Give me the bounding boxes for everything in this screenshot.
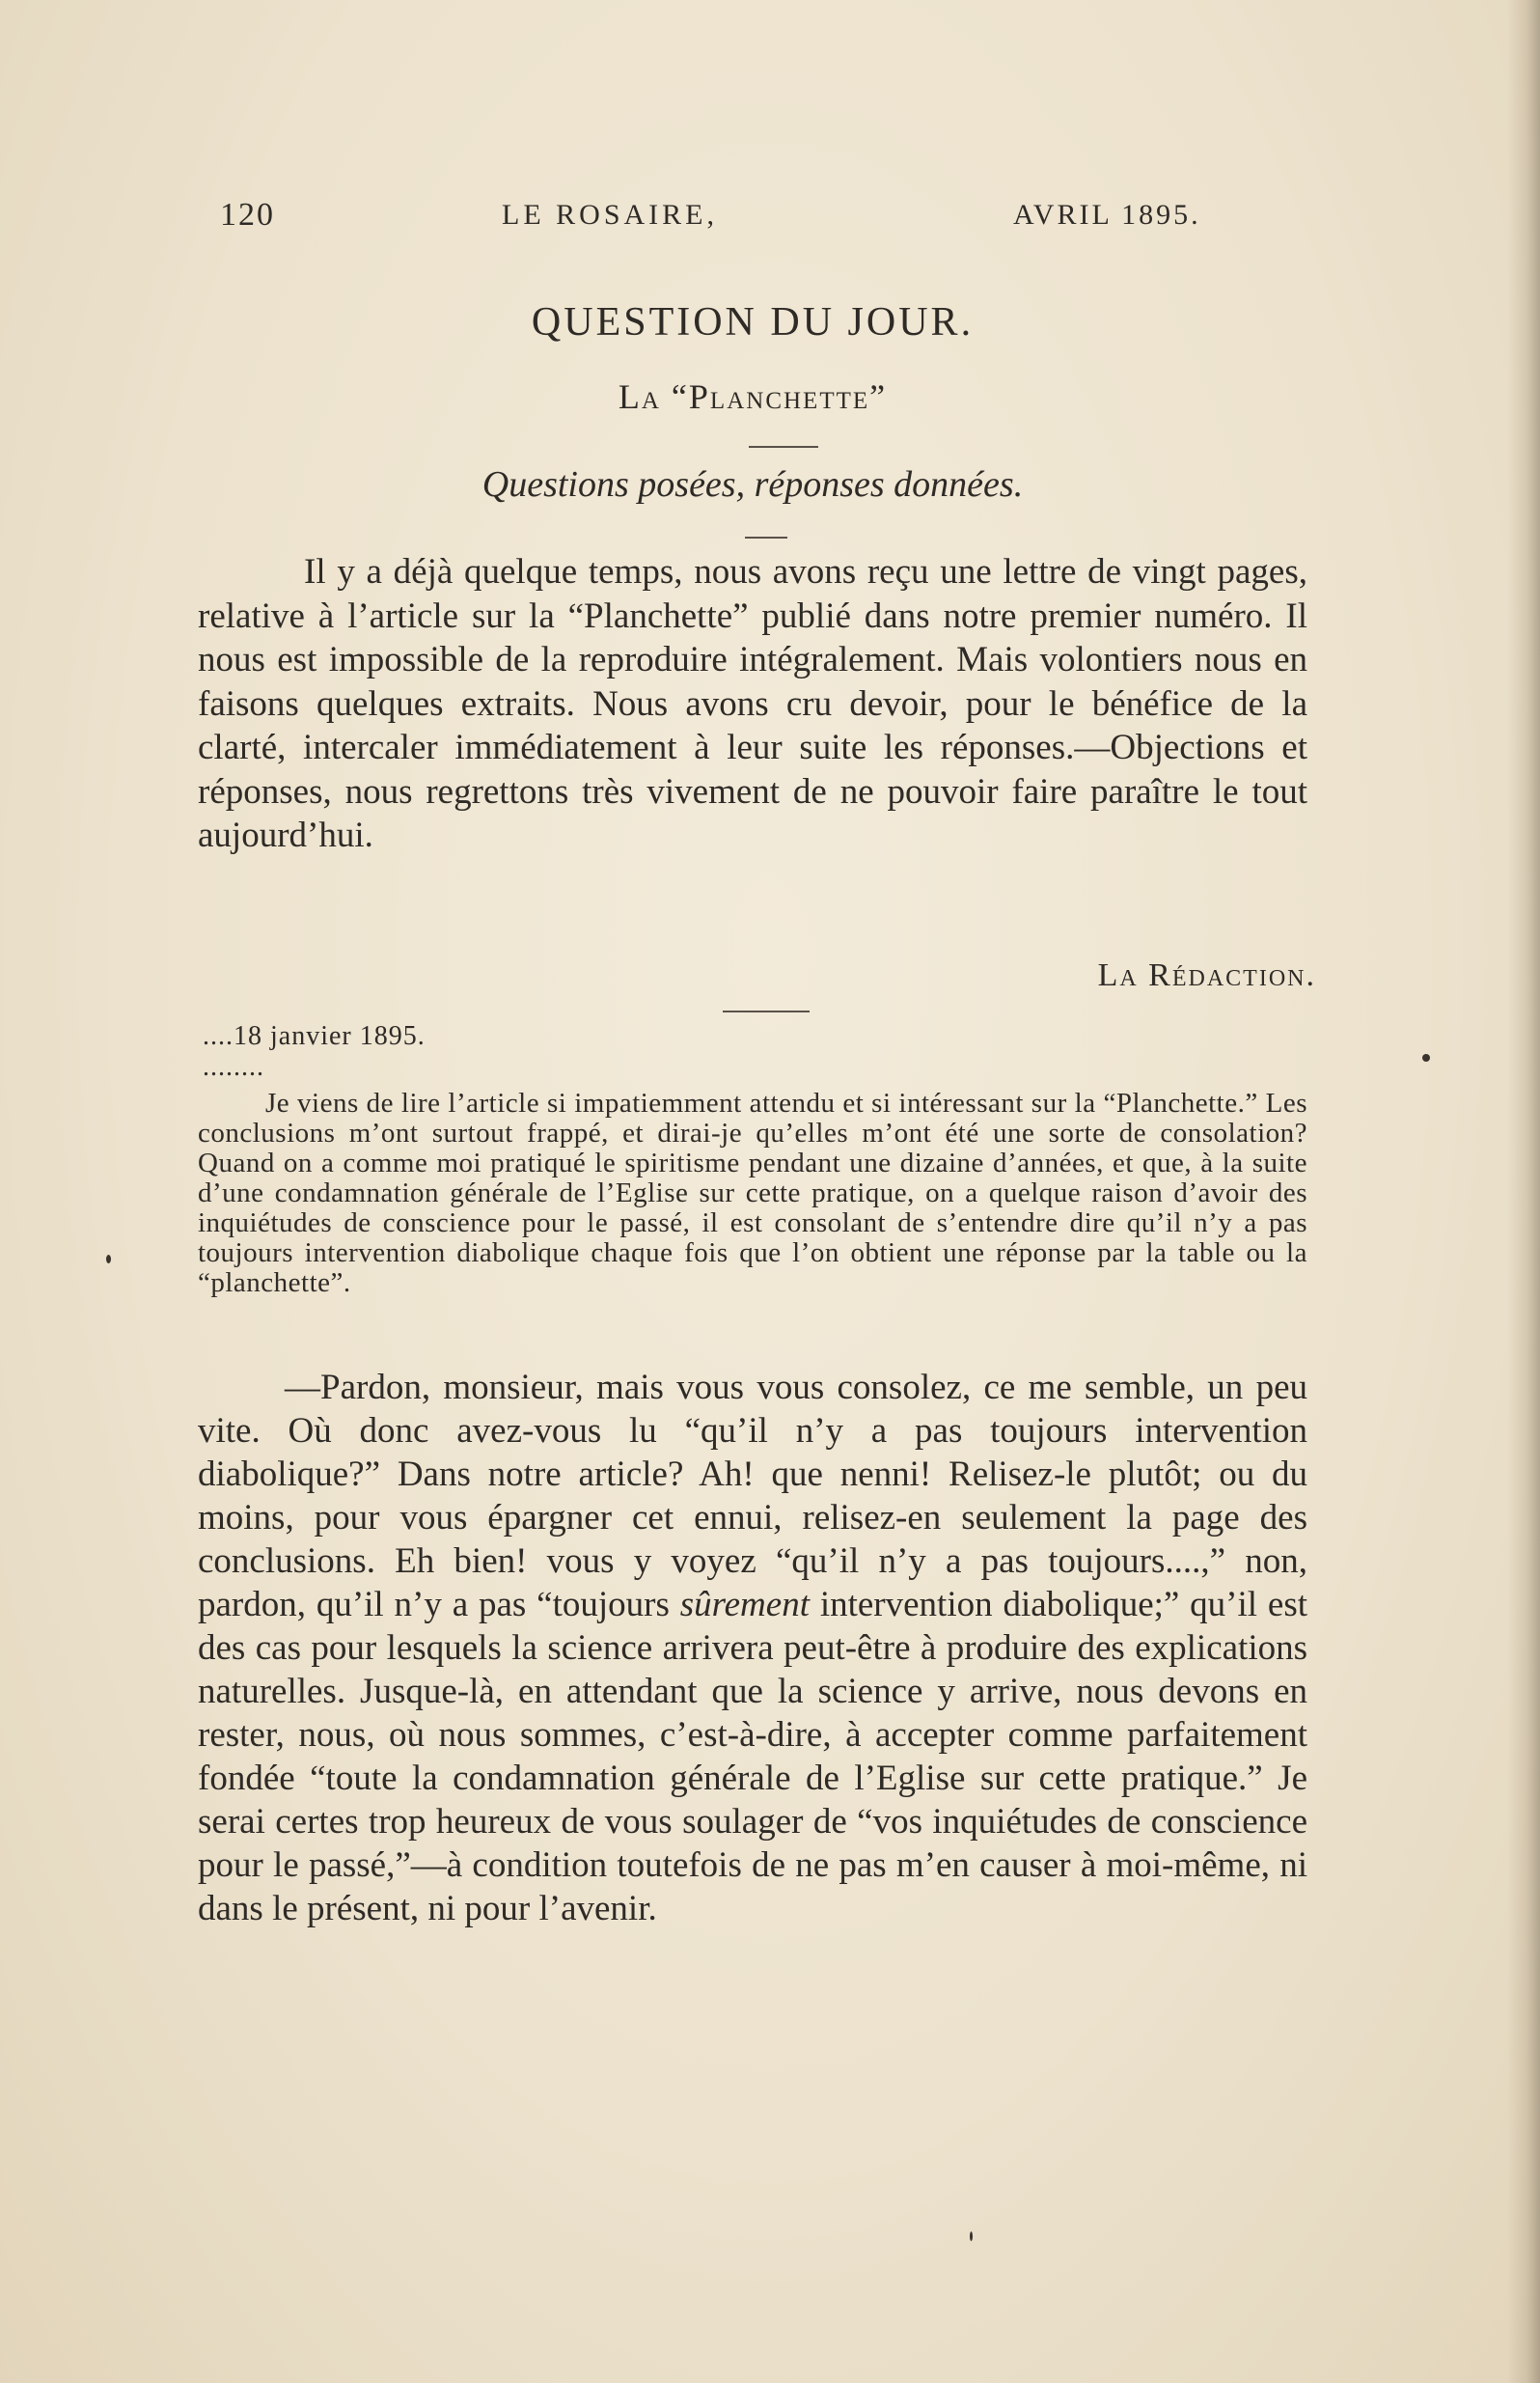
letter-date [203,1021,426,1083]
journal-title: LE ROSAIRE, [502,199,718,231]
article-subtitle: Questions posées, réponses données. [481,464,1024,505]
paper-speck [1422,1054,1430,1062]
reply-text-part1: —Pardon, monsieur, mais vous vous consolez, ce me semble, un peu vite. Où donc avez-vous lu “qu’il n’y a pas toujours intervention diabolique?” Dans notre article? Ah! que nenni! Relisez-le plutôt; ou du moins, pour vous épargner cet ennui, relisez-en seulement la page des conclusions. Eh bien! vous y voyez “qu’il n’y a pas toujours....,” non, pardon, qu’il n’y a pas “toujours [198,1368,1307,1624]
divider-rule [749,446,818,448]
paper-speck [106,1255,111,1263]
reply-paragraph [198,1366,1307,1930]
issue-date: AVRIL 1895. [1013,199,1201,231]
reader-letter: Je viens de lire l’article si impatiemment attendu et si intéressant sur la “Planchette.” Les conclusions m’ont surtout frappé, et dirai-je qu’elles m’ont été une sorte de consolation? Quand on a comme moi pratiqué le spiritisme pendant une dizaine d’années, et que, à la suite d’une condamnation générale de l’Eglise sur cette pratique, on a quelque raison d’avoir des inquiétudes de conscience pour le passé, il est consolant de s’entendre dire qu’il n’y a pas toujours intervention diabolique chaque fois que l’on obtient une réponse par la table ou la “planchette”. [198,1088,1307,1298]
editorial-signature: La Rédaction. [1097,957,1316,993]
intro-paragraph: Il y a déjà quelque temps, nous avons reçu une lettre de vingt pages, relative à l’article sur la “Planchette” publié dans notre premier numéro. Il nous est impossible de la reproduire intégralement. Mais volontiers nous en faisons quelques extraits. Nous avons cru devoir, pour le bénéfice de la clarté, intercaler immédiatement à leur suite les réponses.—Objections et réponses, nous regrettons très vivement de ne pouvoir faire paraître le tout aujourd’hui. [198,552,1307,855]
paper-speck [970,2231,973,2241]
article-heading: QUESTION DU JOUR. [531,300,975,345]
running-head [220,197,1201,245]
page-edge-shadow [1507,0,1540,2383]
divider-rule [745,537,787,539]
divider-rule [723,1011,810,1012]
letter-ellipsis: ........ [203,1052,264,1082]
reply-emphasis: sûrement [679,1585,810,1624]
letter-date-text: ....18 janvier 1895. [203,1021,426,1051]
article-subheading: La “Planchette” [618,377,888,416]
reply-text-part2: intervention diabolique;” qu’il est des cas pour lesquels la science arrivera peut-être à produire des explications naturelles. Jusque-là, en attendant que la science y arrive, nous devons en rester, nous, où nous sommes, c’est-à-dire, à accepter comme parfaitement fondée “toute la condamnation générale de l’Eglise sur cette pratique.” Je serai certes trop heureux de vous soulager de “vos inquiétudes de conscience pour le passé,”—à condition toutefois de ne pas m’en causer à moi-même, ni dans le présent, ni pour l’avenir. [198,1585,1308,1928]
page-number: 120 [220,197,275,233]
